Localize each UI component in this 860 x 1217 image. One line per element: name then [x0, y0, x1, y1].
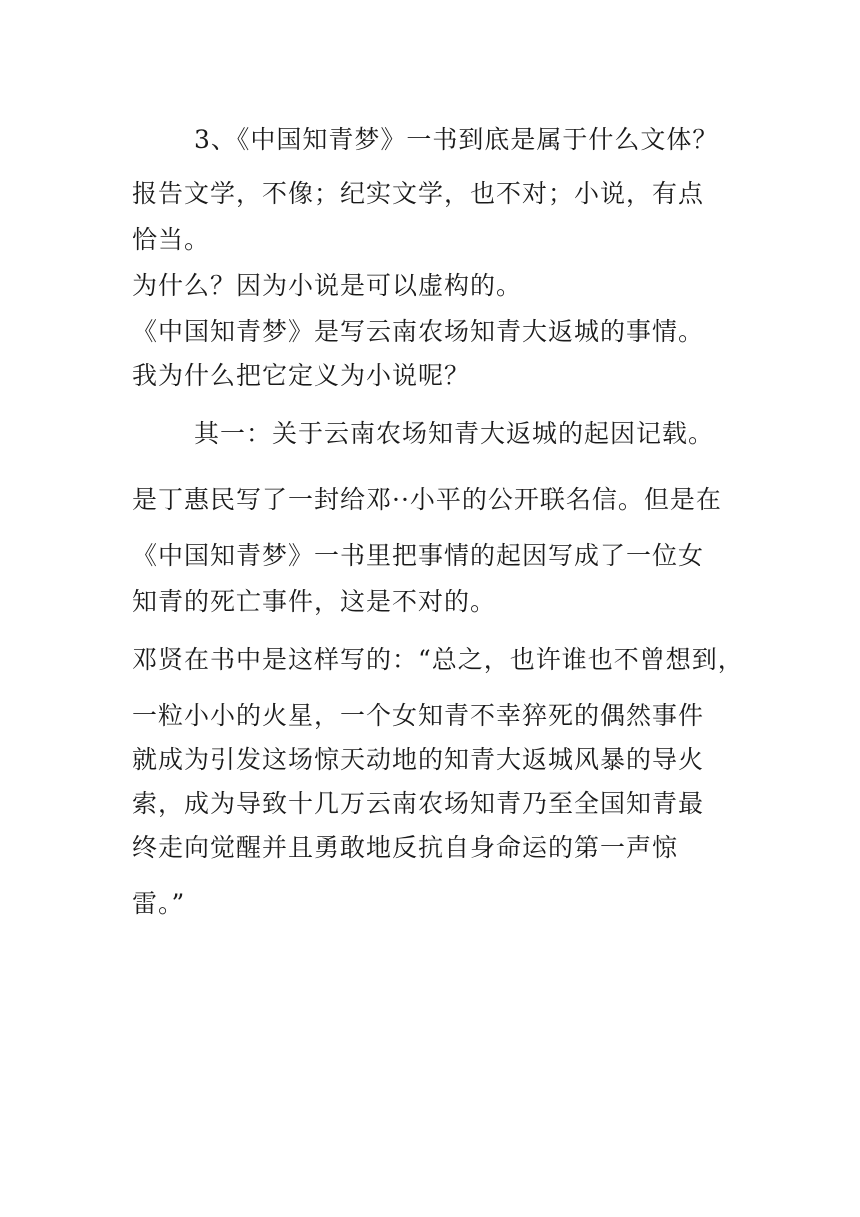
section-heading: 其一：关于云南农场知青大返城的起因记载。 — [194, 419, 715, 448]
quote-line: 索，成为导致十几万云南农场知青乃至全国知青最 — [132, 789, 705, 818]
paragraph-line: 报告文学，不像；纪实文学，也不对；小说，有点 — [132, 179, 705, 208]
heading-question: 3、《中国知青梦》一书到底是属于什么文体？ — [194, 125, 719, 154]
paragraph-line: 为什么？因为小说是可以虚构的。 — [132, 271, 523, 300]
quote-line: 一粒小小的火星，一个女知青不幸猝死的偶然事件 — [132, 701, 705, 730]
paragraph-line: 《中国知青梦》是写云南农场知青大返城的事情。 — [132, 317, 705, 346]
paragraph-line: 《中国知青梦》一书里把事情的起因写成了一位女 — [132, 541, 705, 570]
quote-line: 就成为引发这场惊天动地的知青大返城风暴的导火 — [132, 745, 705, 774]
quote-line: 邓贤在书中是这样写的：“总之，也许谁也不曾想到， — [132, 645, 744, 674]
quote-line: 雷。” — [132, 889, 186, 918]
paragraph-line: 是丁惠民写了一封给邓··小平的公开联名信。但是在 — [132, 485, 722, 514]
quote-line: 终走向觉醒并且勇敢地反抗自身命运的第一声惊 — [132, 833, 679, 862]
paragraph-line: 知青的死亡事件，这是不对的。 — [132, 587, 497, 616]
paragraph-line: 恰当。 — [132, 225, 211, 254]
paragraph-line: 我为什么把它定义为小说呢？ — [132, 361, 471, 390]
